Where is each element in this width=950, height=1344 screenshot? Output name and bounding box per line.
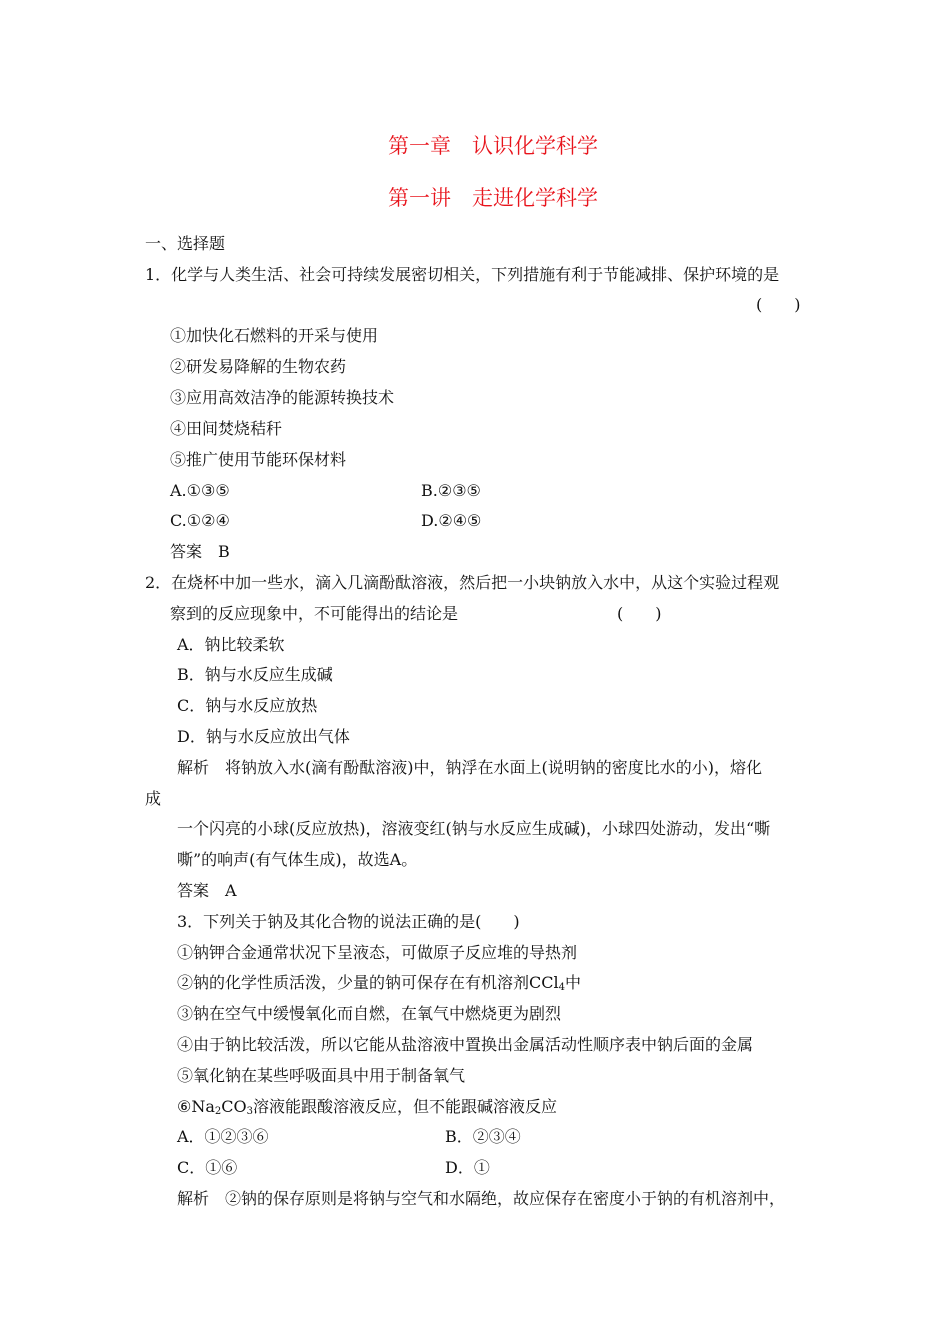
q1-stem: 1．化学与人类生活、社会可持续发展密切相关，下列措施有利于节能减排、保护环境的是 (145, 265, 780, 284)
q1-item-1: ①加快化石燃料的开采与使用 (170, 326, 379, 345)
q3-stem: 3．下列关于钠及其化合物的说法正确的是( ) (177, 912, 520, 931)
q2-option-d: D．钠与水反应放出气体 (177, 727, 350, 746)
q1-answer: 答案 B (170, 542, 230, 561)
q1-option-c: C.①②④ (170, 511, 230, 530)
q3-item-1: ①钠钾合金通常状况下呈液态，可做原子反应堆的导热剂 (177, 943, 578, 962)
q3-option-a: A．①②③⑥ (177, 1127, 269, 1146)
chapter-title: 第一章 认识化学科学 (388, 134, 598, 158)
lecture-title: 第一讲 走进化学科学 (388, 186, 598, 210)
q2-option-b: B．钠与水反应生成碱 (177, 665, 333, 684)
q2-analysis-line-1: 解析 将钠放入水(滴有酚酞溶液)中，钠浮在水面上(说明钠的密度比水的小)，熔化 (177, 758, 762, 777)
q3-analysis-line-1: 解析 ②钠的保存原则是将钠与空气和水隔绝，故应保存在密度小于钠的有机溶剂中， (177, 1189, 786, 1208)
q1-item-5: ⑤推广使用节能环保材料 (170, 450, 347, 469)
q2-stem-line-2: 察到的反应现象中，不可能得出的结论是 (170, 604, 459, 623)
q3-item-6: $⑥Na_2CO_3$溶液能跟酸溶液反应，但不能跟碱溶液反应 (177, 1097, 558, 1117)
q2-answer-bracket: ( ) (617, 604, 662, 623)
section-heading: 一、选择题 (145, 234, 226, 253)
q1-item-2: ②研发易降解的生物农药 (170, 357, 347, 376)
q2-analysis-line-1-wrap: 成 (145, 789, 162, 808)
q1-option-b: B.②③⑤ (421, 481, 481, 500)
q3-item-5: ⑤氧化钠在某些呼吸面具中用于制备氧气 (177, 1066, 466, 1085)
q1-item-3: ③应用高效洁净的能源转换技术 (170, 388, 395, 407)
q2-analysis-line-3: 嘶”的响声(有气体生成)，故选A。 (177, 850, 418, 869)
q3-item-2: ②钠的化学性质活泼，少量的钠可保存在有机溶剂CCl$_4$中 (177, 973, 581, 993)
q2-answer: 答案 A (177, 881, 237, 900)
q2-stem-line-1: 2．在烧杯中加一些水，滴入几滴酚酞溶液，然后把一小块钠放入水中，从这个实验过程观 (145, 573, 780, 592)
q1-option-a: A.①③⑤ (170, 481, 230, 500)
q3-item-3: ③钠在空气中缓慢氧化而自燃，在氧气中燃烧更为剧烈 (177, 1004, 562, 1023)
q3-option-c: C．①⑥ (177, 1158, 238, 1177)
q1-item-4: ④田间焚烧秸秆 (170, 419, 283, 438)
q1-answer-bracket: ( ) (756, 295, 801, 314)
q2-option-a: A．钠比较柔软 (177, 635, 285, 654)
q2-option-c: C．钠与水反应放热 (177, 696, 318, 715)
q3-option-d: D．① (445, 1158, 490, 1177)
q3-option-b: B．②③④ (445, 1127, 521, 1146)
q2-analysis-line-2: 一个闪亮的小球(反应放热)，溶液变红(钠与水反应生成碱)，小球四处游动，发出“嘶 (177, 819, 771, 838)
q3-item-4: ④由于钠比较活泼，所以它能从盐溶液中置换出金属活动性顺序表中钠后面的金属 (177, 1035, 754, 1054)
q1-option-d: D.②④⑤ (421, 511, 482, 530)
